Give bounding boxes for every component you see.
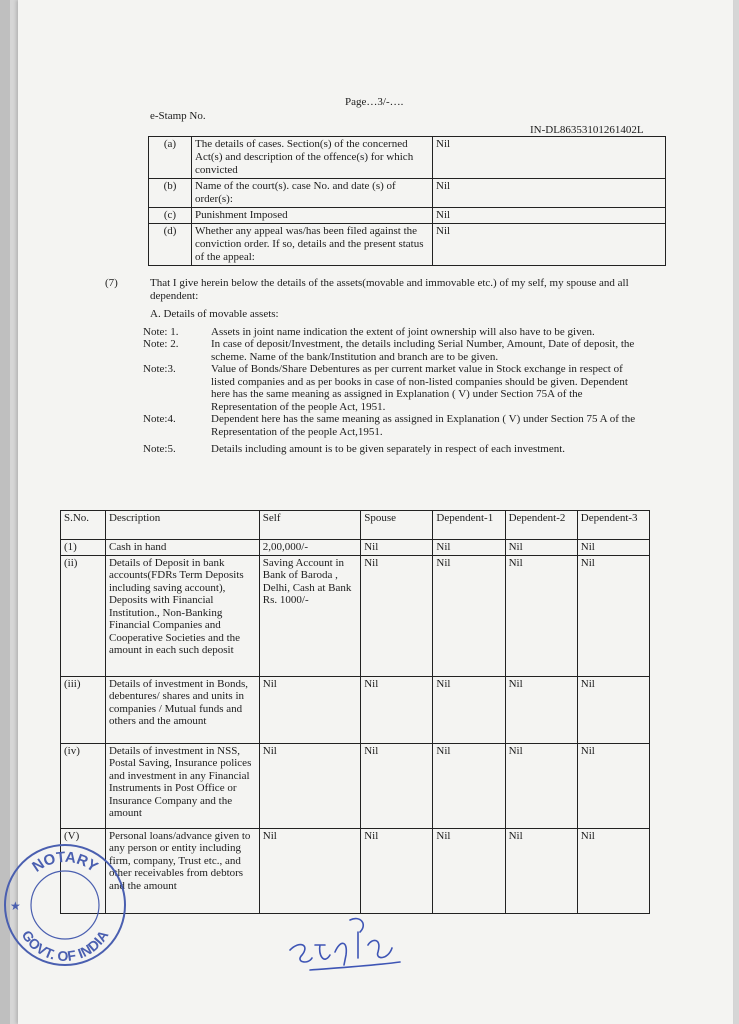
- section-intro: That I give herein below the details of the assets(movable and immovable etc.) of my self, my spouse and all dependent:: [150, 277, 629, 302]
- column-header: Dependent-2: [505, 511, 577, 540]
- note-text: Value of Bonds/Share Debentures as per current market value in Stock exchange in respect of listed companies and as per books in case of non-listed companies should be given. Dependent here has the same meaning as assigned in Explanation ( V) under Section 75A of the Representation of the people Act, 1951.: [211, 363, 628, 413]
- cases-table: [148, 136, 666, 266]
- cell-spouse: Nil: [361, 743, 433, 828]
- case-id: (a): [149, 137, 192, 179]
- cell-self: Saving Account in Bank of Baroda , Delhi, Cash at Bank Rs. 1000/-: [259, 555, 360, 676]
- subheading: A. Details of movable assets:: [150, 308, 279, 320]
- note-label: Note:5.: [143, 443, 176, 455]
- cell-d1: Nil: [433, 828, 505, 913]
- cell-d3: Nil: [577, 828, 649, 913]
- column-header: Dependent-1: [433, 511, 505, 540]
- estamp-label: e-Stamp No.: [150, 110, 206, 122]
- seal-top-text: NOTARY: [29, 848, 101, 876]
- cell-d1: Nil: [433, 743, 505, 828]
- cell-sno: (1): [61, 540, 106, 556]
- column-header: Dependent-3: [577, 511, 649, 540]
- case-value: Nil: [433, 179, 666, 208]
- case-label: Name of the court(s). case No. and date (s) of order(s):: [192, 179, 433, 208]
- cell-d2: Nil: [505, 540, 577, 556]
- cell-d2: Nil: [505, 555, 577, 676]
- cell-d3: Nil: [577, 676, 649, 743]
- cell-desc: Details of investment in NSS, Postal Saving, Insurance polices and investment in any Financial Instruments in Post Office or Insurance Company and the amount: [105, 743, 259, 828]
- note-label: Note: 2.: [143, 338, 179, 350]
- cases-row: [149, 224, 666, 266]
- cases-row: [149, 208, 666, 224]
- note-label: Note:4.: [143, 413, 176, 425]
- cell-desc: Details of investment in Bonds, debentures/ shares and units in companies / Mutual funds and others and the amount: [105, 676, 259, 743]
- note-label: Note: 1.: [143, 326, 179, 338]
- seal-star-icon: ★: [10, 899, 21, 913]
- cell-sno: (V): [61, 828, 106, 913]
- cell-spouse: Nil: [361, 676, 433, 743]
- seal-bottom-text: GOVT. OF INDIA: [18, 927, 112, 965]
- column-header: Description: [105, 511, 259, 540]
- case-label: The details of cases. Section(s) of the concerned Act(s) and description of the offence(s) for which convicted: [192, 137, 433, 179]
- case-id: (c): [149, 208, 192, 224]
- note-text: In case of deposit/Investment, the details including Serial Number, Amount, Date of deposit, the scheme. Name of the bank/Institution and branch are to be given.: [211, 338, 635, 363]
- note-text: Details including amount is to be given separately in respect of each investment.: [211, 443, 566, 455]
- notary-seal: [2, 842, 128, 968]
- cell-d3: Nil: [577, 555, 649, 676]
- note-label: Note:3.: [143, 363, 176, 375]
- case-id: (d): [149, 224, 192, 266]
- case-label: Punishment Imposed: [192, 208, 433, 224]
- assets-header-row: [61, 511, 650, 540]
- cell-d1: Nil: [433, 540, 505, 556]
- cell-spouse: Nil: [361, 540, 433, 556]
- case-label: Whether any appeal was/has been filed against the conviction order. If so, details and the present status of the appeal:: [192, 224, 433, 266]
- cell-sno: (iv): [61, 743, 106, 828]
- cell-d3: Nil: [577, 540, 649, 556]
- case-value: Nil: [433, 137, 666, 179]
- cell-d1: Nil: [433, 555, 505, 676]
- assets-row: [61, 828, 650, 913]
- assets-row: [61, 540, 650, 556]
- assets-row: [61, 555, 650, 676]
- cell-self: Nil: [259, 828, 360, 913]
- handwritten-signature: [280, 910, 410, 980]
- cell-spouse: Nil: [361, 555, 433, 676]
- cell-spouse: Nil: [361, 828, 433, 913]
- cell-d1: Nil: [433, 676, 505, 743]
- cases-row: [149, 179, 666, 208]
- column-header: Spouse: [361, 511, 433, 540]
- cell-self: Nil: [259, 676, 360, 743]
- cell-desc: Personal loans/advance given to any person or entity including firm, company, Trust etc., and other receivables from debtors and the amount: [105, 828, 259, 913]
- estamp-id: IN-DL86353101261402L: [530, 124, 644, 136]
- cases-row: [149, 137, 666, 179]
- column-header: S.No.: [61, 511, 106, 540]
- cell-d2: Nil: [505, 676, 577, 743]
- cell-d2: Nil: [505, 743, 577, 828]
- section-number: (7): [105, 277, 118, 289]
- note-text: Assets in joint name indication the extent of joint ownership will also have to be given.: [211, 326, 595, 338]
- column-header: Self: [259, 511, 360, 540]
- note-text: Dependent here has the same meaning as assigned in Explanation ( V) under Section 75 A of the Representation of the people Act,1951.: [211, 413, 636, 438]
- case-value: Nil: [433, 224, 666, 266]
- movable-assets-table: [60, 510, 650, 914]
- case-value: Nil: [433, 208, 666, 224]
- cell-d2: Nil: [505, 828, 577, 913]
- cell-self: Nil: [259, 743, 360, 828]
- cell-desc: Details of Deposit in bank accounts(FDRs Term Deposits including saving account), Deposits with Financial Institution., Non-Banking Financial Companies and Cooperative Societies and the amount in each such deposit: [105, 555, 259, 676]
- case-id: (b): [149, 179, 192, 208]
- cell-d3: Nil: [577, 743, 649, 828]
- assets-row: [61, 676, 650, 743]
- cell-self: 2,00,000/-: [259, 540, 360, 556]
- page-number: Page…3/-….: [345, 96, 404, 108]
- cell-sno: (ii): [61, 555, 106, 676]
- cell-desc: Cash in hand: [105, 540, 259, 556]
- assets-row: [61, 743, 650, 828]
- cell-sno: (iii): [61, 676, 106, 743]
